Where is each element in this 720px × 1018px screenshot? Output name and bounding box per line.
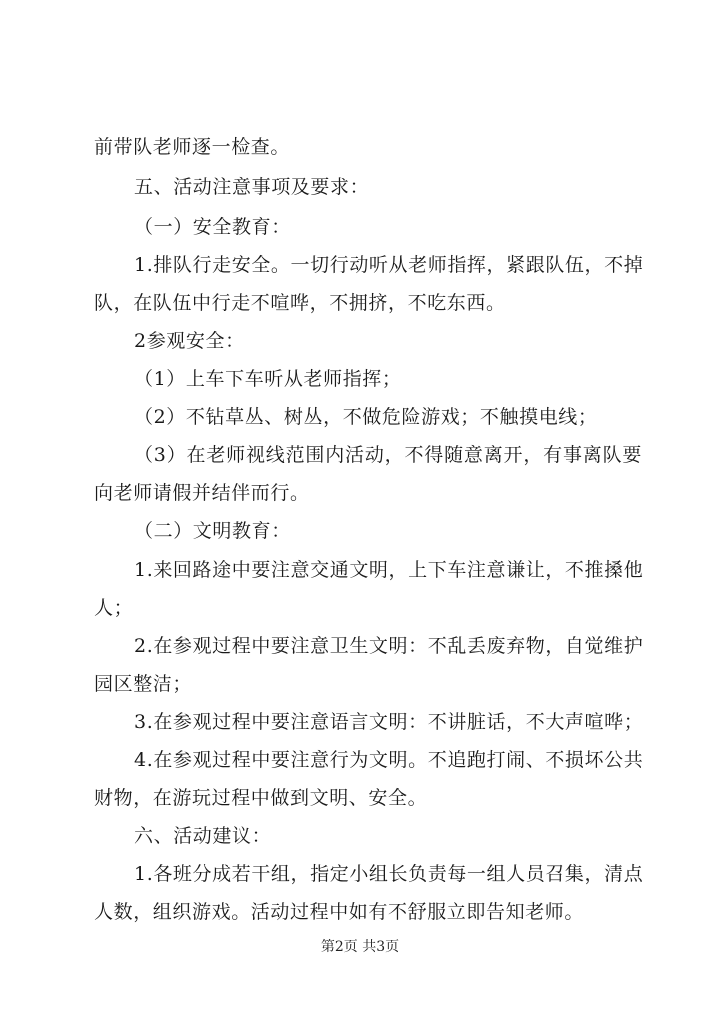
text-line: 人数，组织游戏。活动过程中如有不舒服立即告知老师。 (94, 901, 585, 923)
text-line: 队，在队伍中行走不喧哗，不拥挤，不吃东西。 (94, 292, 506, 314)
section-heading: 五、活动注意事项及要求： (134, 176, 370, 198)
text-line: 2参观安全： (134, 330, 245, 352)
text-line: 1.排队行走安全。一切行动听从老师指挥，紧跟队伍，不掉 (134, 254, 644, 276)
list-item: 3.在参观过程中要注意语言文明：不讲脏话，不大声喧哗； (134, 711, 644, 733)
text-line: 园区整洁； (94, 673, 193, 695)
list-item: 2.在参观过程中要注意卫生文明：不乱丢废弃物，自觉维护 (134, 635, 644, 657)
list-item: （3）在老师视线范围内活动，不得随意离开，有事离队要 (134, 444, 642, 466)
list-item: （1）上车下车听从老师指挥； (134, 368, 402, 390)
text-line: 前带队老师逐一检查。 (94, 136, 291, 158)
text-line: 向老师请假并结伴而行。 (94, 482, 310, 504)
section-heading: 六、活动建议： (134, 825, 272, 847)
subsection-heading: （二）文明教育： (134, 520, 291, 542)
list-item: 1.各班分成若干组，指定小组长负责每一组人员召集，清点 (134, 863, 644, 885)
subsection-heading: （一）安全教育： (134, 216, 291, 238)
page-footer: 第2页 共3页 (320, 939, 400, 955)
text-line: 财物，在游玩过程中做到文明、安全。 (94, 787, 428, 809)
text-line: 人； (94, 597, 134, 619)
list-item: （2）不钻草丛、树丛，不做危险游戏；不触摸电线； (134, 406, 598, 428)
list-item: 1.来回路途中要注意交通文明，上下车注意谦让，不推搡他 (134, 559, 644, 581)
list-item: 4.在参观过程中要注意行为文明。不追跑打闹、不损坏公共 (134, 749, 644, 771)
